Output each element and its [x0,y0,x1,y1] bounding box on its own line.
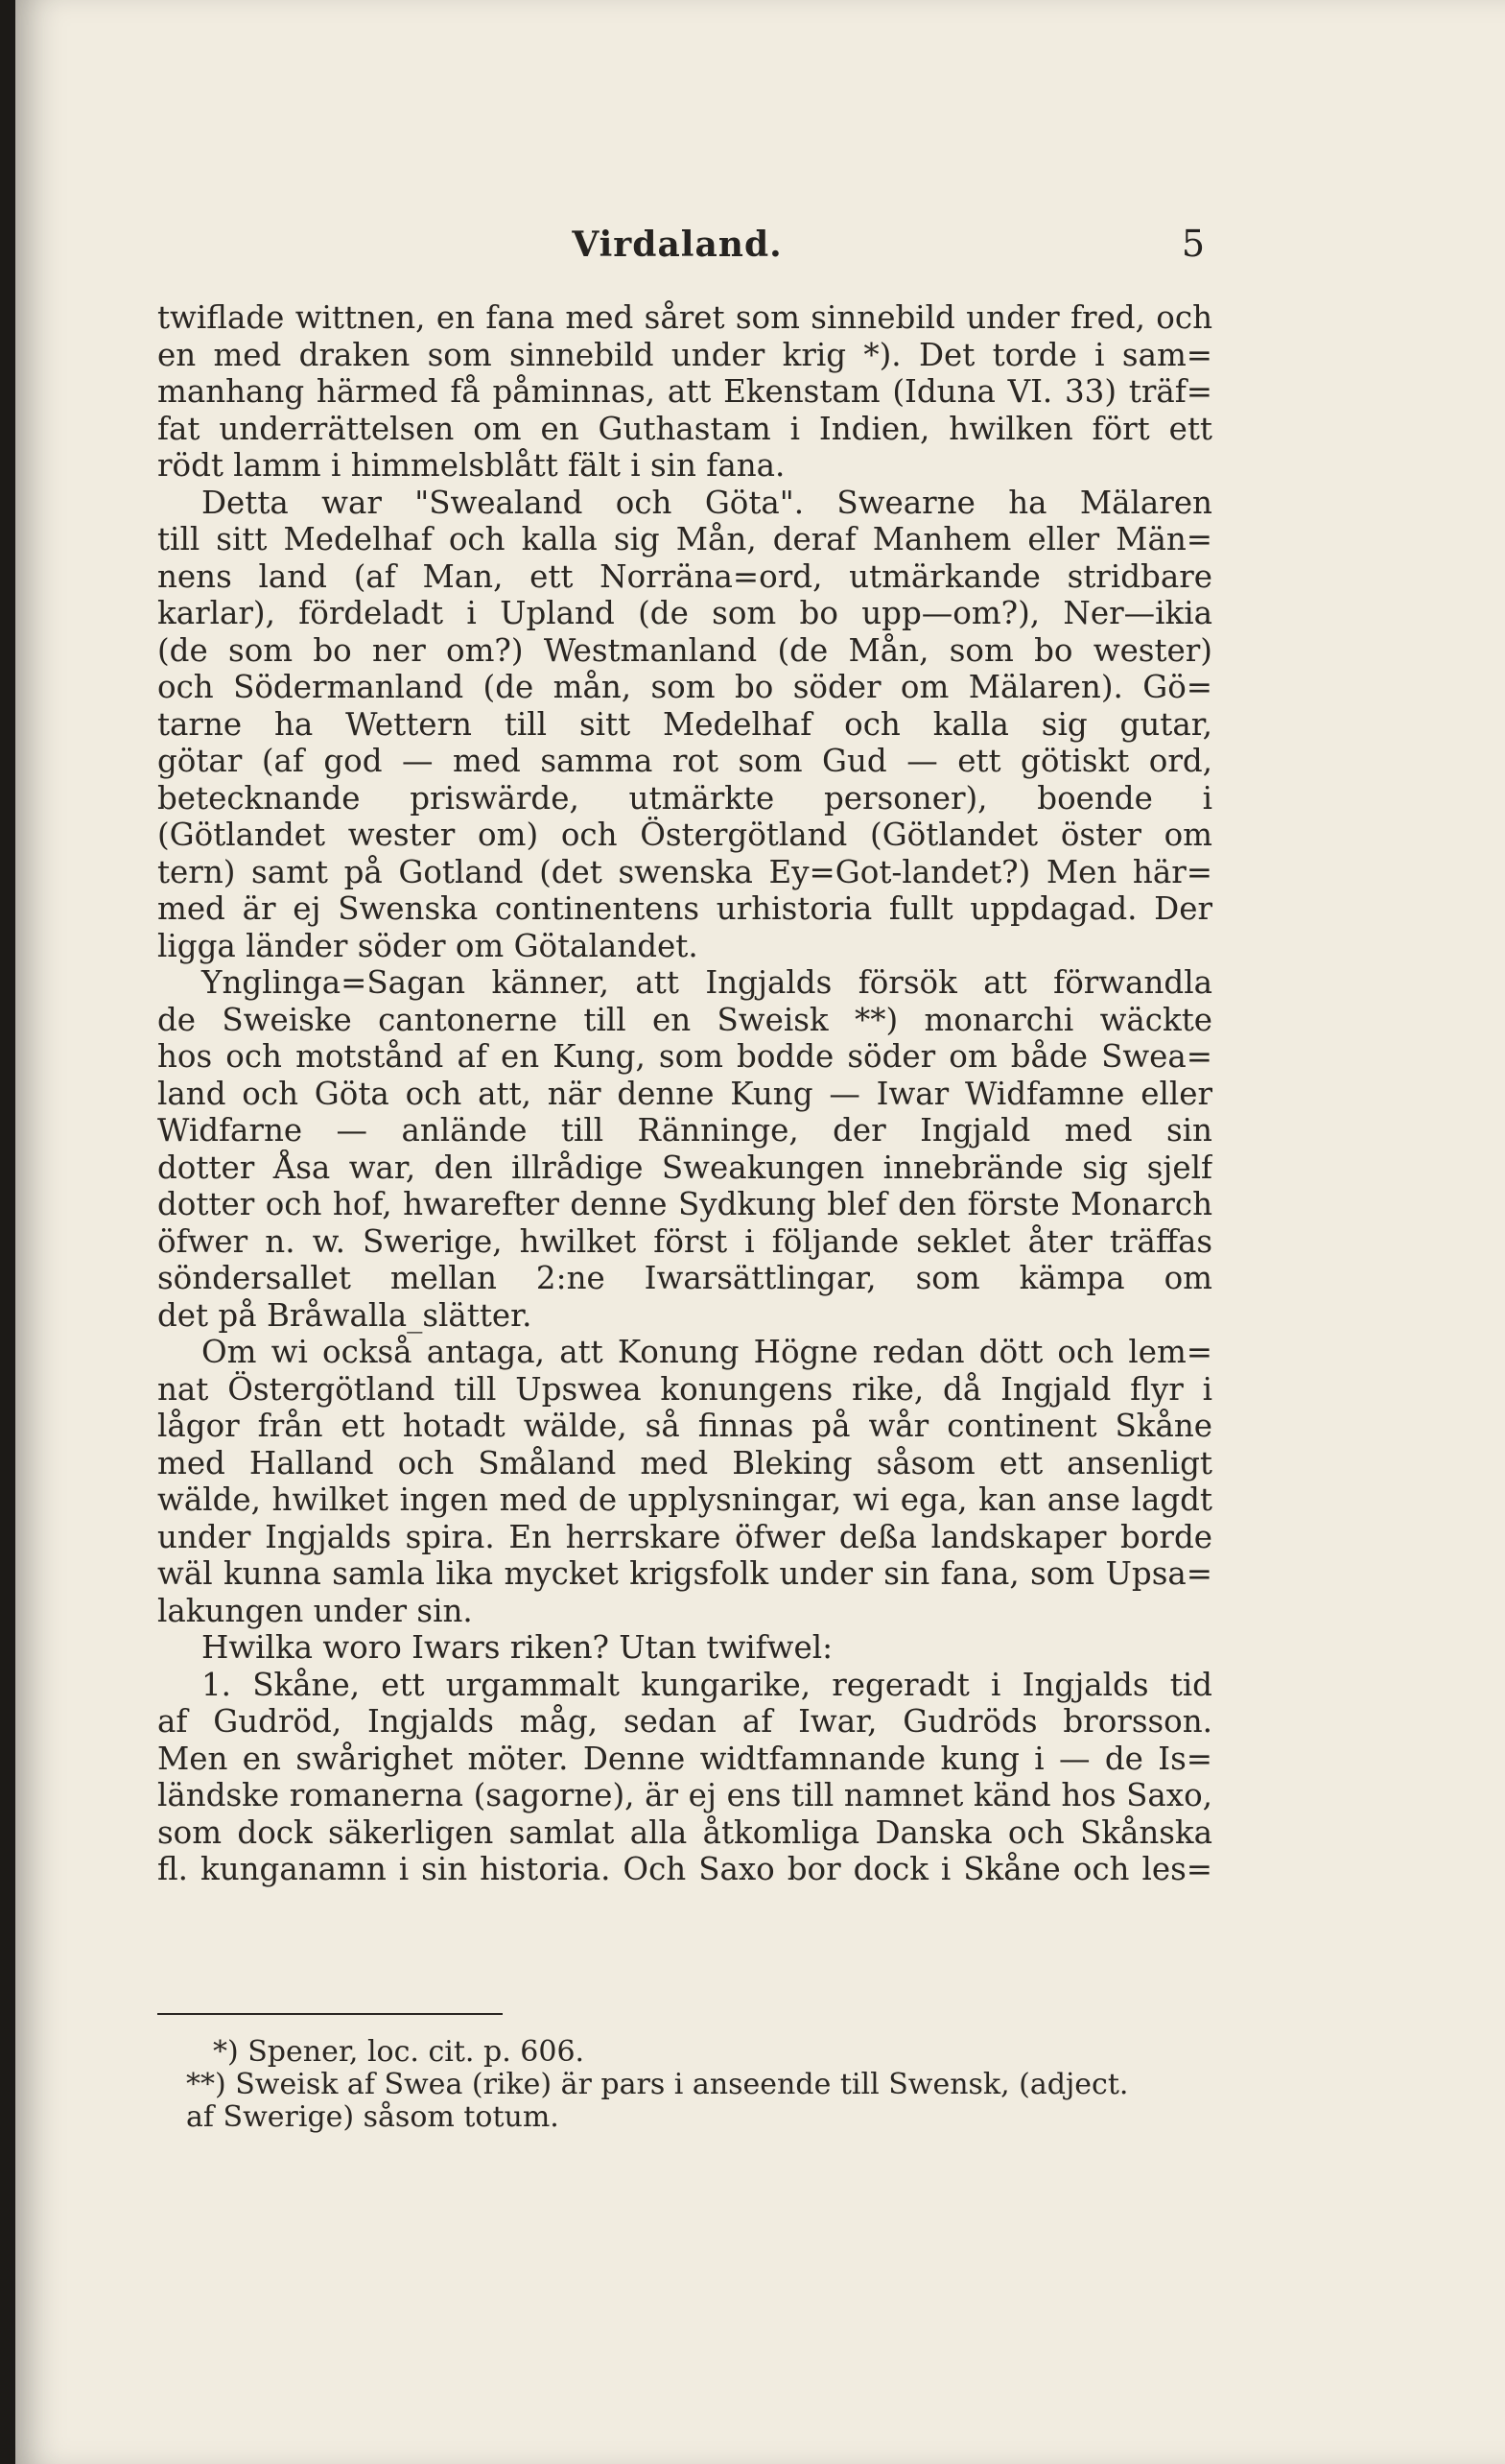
text-line: en med draken som sinnebild under krig *). Det torde i sam= [157,336,1212,373]
text-line: (Götlandet wester om) och Östergötland (Götlandet öster om [157,817,1212,853]
text-line: som dock säkerligen samlat alla åtkomliga Danska och Skånska [157,1813,1212,1851]
footnote: *) Spener, loc. cit. p. 606. [213,2035,585,2069]
text-line: betecknande priswärde, utmärkte personer), boende i [157,779,1212,817]
page-number: 5 [1181,223,1205,265]
text-line: land och Göta och att, när denne Kung — Iwar Widfamne eller [157,1075,1212,1112]
text-line: med är ej Swenska continentens urhistoria fullt uppdagad. Der [157,890,1212,927]
text-line: manhang härmed få påminnas, att Ekenstam (Iduna VI. 33) träf= [157,373,1212,410]
book-page [15,0,1505,2464]
text-line: till sitt Medelhaf och kalla sig Mån, deraf Manhem eller Män= [157,521,1212,557]
text-line: nens land (af Man, ett Norräna=ord, utmärkande stridbare [157,557,1212,595]
text-line: wäl kunna samla lika mycket krigsfolk under sin fana, som Upsa= [157,1555,1212,1592]
text-line: twiflade wittnen, en fana med såret som sinnebild under fred, och [157,299,1212,336]
text-line: fl. kunganamn i sin historia. Och Saxo bor dock i Skåne och les= [157,1851,1212,1887]
footnote: af Swerige) såsom totum. [186,2100,559,2134]
text-line: det på Bråwalla_slätter. [157,1296,532,1334]
text-line: och Södermanland (de mån, som bo söder om Mälaren). Gö= [157,669,1212,705]
text-line: rödt lamm i himmelsblått fält i sin fana. [157,447,786,484]
text-line: tarne ha Wettern till sitt Medelhaf och kalla sig gutar, [157,705,1212,743]
footnote-rule [157,2013,503,2015]
running-header [150,219,1205,276]
running-title: Virdaland. [572,225,783,265]
text-line: 1. Skåne, ett urgammalt kungarike, regeradt i Ingjalds tid [201,1666,1212,1703]
text-line: ländske romanerna (sagorne), är ej ens till namnet känd hos Saxo, [157,1777,1212,1813]
footnotes [157,2036,1212,2134]
text-line: Om wi också antaga, att Konung Högne redan dött och lem= [201,1334,1212,1370]
text-line: fat underrättelsen om en Guthastam i Indien, hwilken fört ett [157,410,1212,447]
text-line: dotter Åsa war, den illrådige Sweakungen innebrände sig sjelf [157,1149,1212,1186]
text-line: under Ingjalds spira. En herrskare öfwer deßa landskaper borde [157,1518,1212,1555]
text-line: Men en swårighet möter. Denne widtfamnande kung i — de Is= [157,1740,1212,1777]
text-line: hos och motstånd af en Kung, som bodde söder om både Swea= [157,1038,1212,1075]
text-line: tern) samt på Gotland (det swenska Ey=Got-landet?) Men här= [157,853,1212,890]
text-line: wälde, hwilket ingen med de upplysningar, wi ega, kan anse lagdt [157,1481,1212,1518]
text-line: Detta war "Swealand och Göta". Swearne ha Mälaren [201,484,1212,521]
text-line: af Gudröd, Ingjalds måg, sedan af Iwar, Gudröds brorsson. [157,1703,1212,1740]
text-line: söndersallet mellan 2:ne Iwarsättlingar, som kämpa om [157,1260,1212,1296]
text-line: nat Östergötland till Upswea konungens rike, då Ingjald flyr i [157,1370,1212,1408]
text-line: öfwer n. w. Swerige, hwilket först i följande seklet åter träffas [157,1222,1212,1260]
text-line: (de som bo ner om?) Westmanland (de Mån, som bo wester) [157,631,1212,669]
text-line: Ynglinga=Sagan känner, att Ingjalds försök att förwandla [201,964,1212,1001]
text-line: de Sweiske cantonerne till en Sweisk **) monarchi wäckte [157,1001,1212,1038]
text-line: Hwilka woro Iwars riken? Utan twifwel: [201,1629,834,1666]
text-line: ligga länder söder om Götalandet. [157,927,698,964]
footnote: **) Sweisk af Swea (rike) är pars i anseende till Swensk, (adject. [186,2068,1129,2101]
text-line: med Halland och Småland med Bleking såsom ett ansenligt [157,1444,1212,1481]
text-line: dotter och hof, hwarefter denne Sydkung blef den förste Monarch [157,1186,1212,1222]
text-line: karlar), fördeladt i Upland (de som bo upp—om?), Ner—ikia [157,595,1212,631]
text-line: lågor från ett hotadt wälde, så finnas på wår continent Skåne [157,1408,1212,1444]
text-line: lakungen under sin. [157,1592,473,1629]
text-line: götar (af god — med samma rot som Gud — ett götiskt ord, [157,743,1212,779]
text-line: Widfarne — anlände till Ränninge, der Ingjald med sin [157,1112,1212,1149]
body-text [157,299,1212,1888]
